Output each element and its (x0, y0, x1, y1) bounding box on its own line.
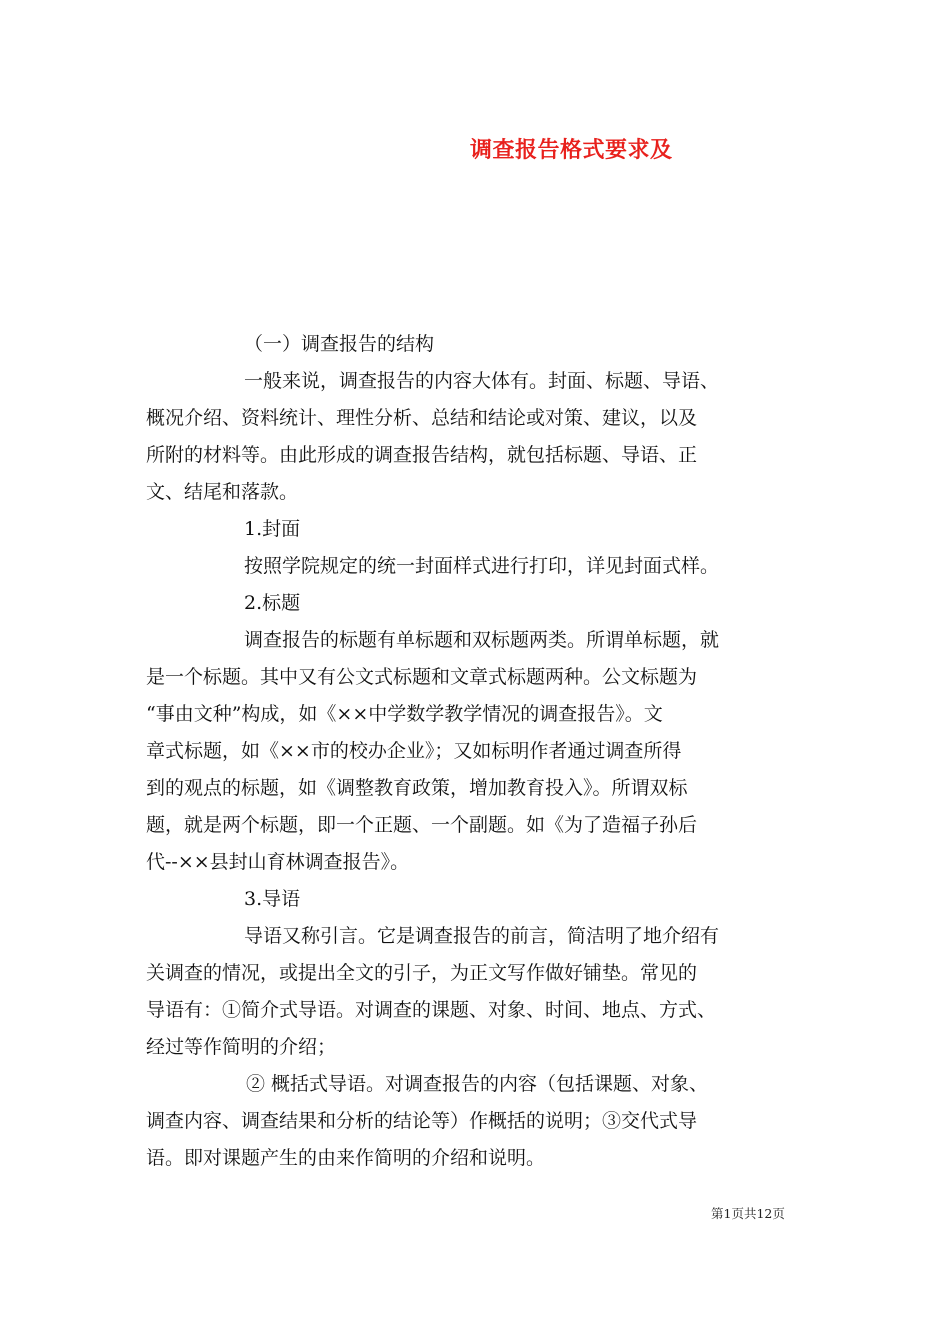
paragraph-line: 所附的材料等。由此形成的调查报告结构，就包括标题、导语、正 (146, 444, 698, 466)
paragraph-line: 导语又称引言。它是调查报告的前言，简洁明了地介绍有 (244, 925, 720, 947)
paragraph-line: 概况介绍、资料统计、理性分析、总结和结论或对策、建议，以及 (146, 407, 698, 429)
paragraph-line: 经过等作简明的介绍； (146, 1036, 337, 1058)
paragraph-line: 调查内容、调查结果和分析的结论等）作概括的说明；③交代式导 (146, 1110, 698, 1132)
paragraph-line: 是一个标题。其中又有公文式标题和文章式标题两种。公文标题为 (146, 666, 698, 688)
paragraph-line: 按照学院规定的统一封面样式进行打印，详见封面式样。 (244, 555, 720, 577)
paragraph-line: 一般来说，调查报告的内容大体有。封面、标题、导语、 (244, 370, 720, 392)
paragraph-line: 文、结尾和落款。 (146, 481, 299, 503)
paragraph-line: 题，就是两个标题，即一个正题、一个副题。如《为了造福子孙后 (146, 814, 698, 836)
paragraph-line: “事由文种”构成，如《××中学数学教学情况的调查报告》。文 (146, 703, 663, 725)
page-footer: 第1页共12页 (711, 1206, 785, 1221)
paragraph-line: ② 概括式导语。对调查报告的内容（包括课题、对象、 (246, 1073, 709, 1095)
subheading-title: 2.标题 (244, 592, 301, 614)
paragraph-line: 到的观点的标题，如《调整教育政策，增加教育投入》。所谓双标 (146, 777, 688, 799)
paragraph-line: 关调查的情况，或提出全文的引子，为正文写作做好铺垫。常见的 (146, 962, 698, 984)
subheading-cover: 1.封面 (244, 518, 301, 540)
paragraph-line: 语。即对课题产生的由来作简明的介绍和说明。 (146, 1147, 546, 1169)
paragraph-line: 章式标题，如《××市的校办企业》；又如标明作者通过调查所得 (146, 740, 682, 762)
subheading-intro: 3.导语 (244, 888, 301, 910)
document-body (146, 326, 806, 1177)
section-heading: （一）调查报告的结构 (244, 333, 435, 355)
paragraph-line: 导语有：①简介式导语。对调查的课题、对象、时间、地点、方式、 (146, 999, 717, 1021)
document-title: 调查报告格式要求及 (470, 137, 673, 163)
paragraph-line: 代--××县封山育林调查报告》。 (146, 851, 410, 873)
paragraph-line: 调查报告的标题有单标题和双标题两类。所谓单标题，就 (244, 629, 720, 651)
